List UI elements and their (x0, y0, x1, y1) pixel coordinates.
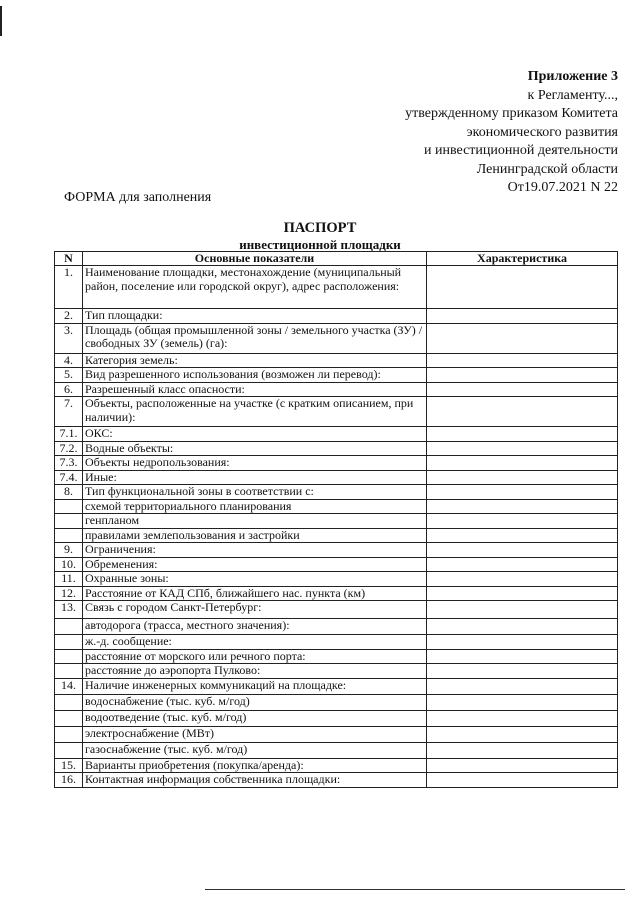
row-indicator: водоснабжение (тыс. куб. м/год) (83, 694, 427, 710)
table-row (55, 456, 618, 471)
row-characteristic-cell[interactable] (427, 485, 618, 500)
table-row (55, 441, 618, 456)
row-indicator: ж.-д. сообщение: (83, 635, 427, 650)
column-header-indicators: Основные показатели (83, 252, 427, 266)
table-row (55, 368, 618, 383)
row-characteristic-cell[interactable] (427, 619, 618, 635)
row-characteristic-cell[interactable] (427, 441, 618, 456)
table-row (55, 266, 618, 309)
row-number: 1. (55, 266, 83, 309)
row-indicator: Ограничения: (83, 543, 427, 558)
row-indicator: Тип площадки: (83, 309, 427, 324)
row-number: 3. (55, 323, 83, 353)
table-row (55, 382, 618, 397)
table-row (55, 694, 618, 710)
row-indicator: правилами землепользования и застройки (83, 528, 427, 543)
row-number (55, 635, 83, 650)
row-indicator: генпланом (83, 514, 427, 529)
table-row (55, 397, 618, 427)
row-characteristic-cell[interactable] (427, 557, 618, 572)
header-line: Ленинградской области (476, 161, 618, 177)
row-indicator: ОКС: (83, 427, 427, 442)
table-row (55, 586, 618, 601)
row-characteristic-cell[interactable] (427, 266, 618, 309)
table-row (55, 664, 618, 679)
row-number: 9. (55, 543, 83, 558)
row-characteristic-cell[interactable] (427, 742, 618, 758)
row-number: 5. (55, 368, 83, 383)
form-label: ФОРМА для заполнения (64, 190, 212, 205)
row-characteristic-cell[interactable] (427, 514, 618, 529)
row-number: 12. (55, 586, 83, 601)
table-header-row (55, 252, 618, 266)
header-line: утвержденному приказом Комитета (405, 106, 618, 121)
passport-table (54, 251, 618, 788)
row-indicator: Вид разрешенного использования (возможен ли перевод): (83, 368, 427, 383)
table-row (55, 323, 618, 353)
table-row (55, 742, 618, 758)
table-row (55, 309, 618, 324)
row-indicator: Наличие инженерных коммуникаций на площадке: (83, 678, 427, 694)
row-characteristic-cell[interactable] (427, 572, 618, 587)
table-row (55, 499, 618, 514)
row-characteristic-cell[interactable] (427, 427, 618, 442)
row-number: 13. (55, 601, 83, 619)
row-number (55, 710, 83, 726)
row-number: 10. (55, 557, 83, 572)
row-number: 7.2. (55, 441, 83, 456)
row-characteristic-cell[interactable] (427, 499, 618, 514)
row-number: 7.1. (55, 427, 83, 442)
table-row (55, 543, 618, 558)
row-characteristic-cell[interactable] (427, 470, 618, 485)
row-indicator: водоотведение (тыс. куб. м/год) (83, 710, 427, 726)
table-row (55, 557, 618, 572)
table-row (55, 470, 618, 485)
table-row (55, 572, 618, 587)
row-number: 4. (55, 353, 83, 368)
row-characteristic-cell[interactable] (427, 664, 618, 679)
row-indicator: Категория земель: (83, 353, 427, 368)
row-number (55, 528, 83, 543)
row-number: 7. (55, 397, 83, 427)
row-indicator: Водные объекты: (83, 441, 427, 456)
row-number: 8. (55, 485, 83, 500)
row-characteristic-cell[interactable] (427, 586, 618, 601)
row-characteristic-cell[interactable] (427, 678, 618, 694)
row-indicator: Объекты недропользования: (83, 456, 427, 471)
row-indicator: Разрешенный класс опасности: (83, 382, 427, 397)
column-header-num: N (55, 252, 83, 266)
row-indicator: Обременения: (83, 557, 427, 572)
table-row (55, 726, 618, 742)
row-characteristic-cell[interactable] (427, 543, 618, 558)
row-indicator: Расстояние от КАД СПб, ближайшего нас. пункта (км) (83, 586, 427, 601)
annex-title: Приложение 3 (527, 69, 618, 84)
row-indicator: Тип функциональной зоны в соответствии с: (83, 485, 427, 500)
row-number: 16. (55, 773, 83, 788)
page-title: ПАСПОРТ (283, 220, 357, 236)
scan-edge-mark (0, 6, 2, 36)
header-line: экономического развития (466, 124, 618, 140)
table-row (55, 678, 618, 694)
row-number (55, 726, 83, 742)
row-characteristic-cell[interactable] (427, 382, 618, 397)
row-number: 7.3. (55, 456, 83, 471)
table-row (55, 514, 618, 529)
row-characteristic-cell[interactable] (427, 353, 618, 368)
row-indicator: расстояние от морского или речного порта: (83, 649, 427, 664)
row-indicator: Варианты приобретения (покупка/аренда): (83, 758, 427, 773)
row-number (55, 619, 83, 635)
row-indicator: электроснабжение (МВт) (83, 726, 427, 742)
table-row (55, 649, 618, 664)
table-row (55, 485, 618, 500)
table-row (55, 773, 618, 788)
row-indicator: Охранные зоны: (83, 572, 427, 587)
table-row (55, 619, 618, 635)
document-header (405, 68, 618, 198)
header-date-line: От19.07.2021 N 22 (507, 180, 618, 195)
row-indicator: Наименование площадки, местонахождение (муниципальный район, поселение или городской округ), адрес расположения: (83, 266, 427, 309)
row-characteristic-cell[interactable] (427, 368, 618, 383)
header-line: и инвестиционной деятельности (424, 143, 618, 158)
row-number (55, 742, 83, 758)
row-number: 14. (55, 678, 83, 694)
row-number (55, 694, 83, 710)
row-indicator: Контактная информация собственника площадки: (83, 773, 427, 788)
footer-rule (205, 889, 625, 890)
row-indicator: Площадь (общая промышленной зоны / земельного участка (ЗУ) / свободных ЗУ (земель) (га): (83, 323, 427, 353)
row-characteristic-cell[interactable] (427, 397, 618, 427)
table-row (55, 601, 618, 619)
row-characteristic-cell[interactable] (427, 309, 618, 324)
row-characteristic-cell[interactable] (427, 635, 618, 650)
row-indicator: расстояние до аэропорта Пулково: (83, 664, 427, 679)
table-row (55, 427, 618, 442)
row-indicator: Объекты, расположенные на участке (с кратким описанием, при наличии): (83, 397, 427, 427)
row-number: 2. (55, 309, 83, 324)
row-number (55, 514, 83, 529)
table-row (55, 710, 618, 726)
row-number: 11. (55, 572, 83, 587)
column-header-characteristic: Характеристика (427, 252, 618, 266)
table-row (55, 758, 618, 773)
row-characteristic-cell[interactable] (427, 528, 618, 543)
row-characteristic-cell[interactable] (427, 456, 618, 471)
row-characteristic-cell[interactable] (427, 758, 618, 773)
row-characteristic-cell[interactable] (427, 323, 618, 353)
row-number (55, 499, 83, 514)
row-indicator: Иные: (83, 470, 427, 485)
row-number: 15. (55, 758, 83, 773)
row-characteristic-cell[interactable] (427, 649, 618, 664)
row-number: 7.4. (55, 470, 83, 485)
row-indicator: Связь с городом Санкт-Петербург: (83, 601, 427, 619)
table-row (55, 528, 618, 543)
row-characteristic-cell[interactable] (427, 694, 618, 710)
row-number (55, 664, 83, 679)
row-indicator: газоснабжение (тыс. куб. м/год) (83, 742, 427, 758)
table-row (55, 353, 618, 368)
table-row (55, 635, 618, 650)
row-characteristic-cell[interactable] (427, 710, 618, 726)
row-number (55, 649, 83, 664)
row-indicator: схемой территориального планирования (83, 499, 427, 514)
page-subtitle: инвестиционной площадки (239, 237, 401, 252)
header-line: к Регламенту..., (527, 87, 618, 103)
row-characteristic-cell[interactable] (427, 773, 618, 788)
row-indicator: автодорога (трасса, местного значения): (83, 619, 427, 635)
row-characteristic-cell[interactable] (427, 726, 618, 742)
row-characteristic-cell[interactable] (427, 601, 618, 619)
row-number: 6. (55, 382, 83, 397)
table-body (55, 266, 618, 788)
